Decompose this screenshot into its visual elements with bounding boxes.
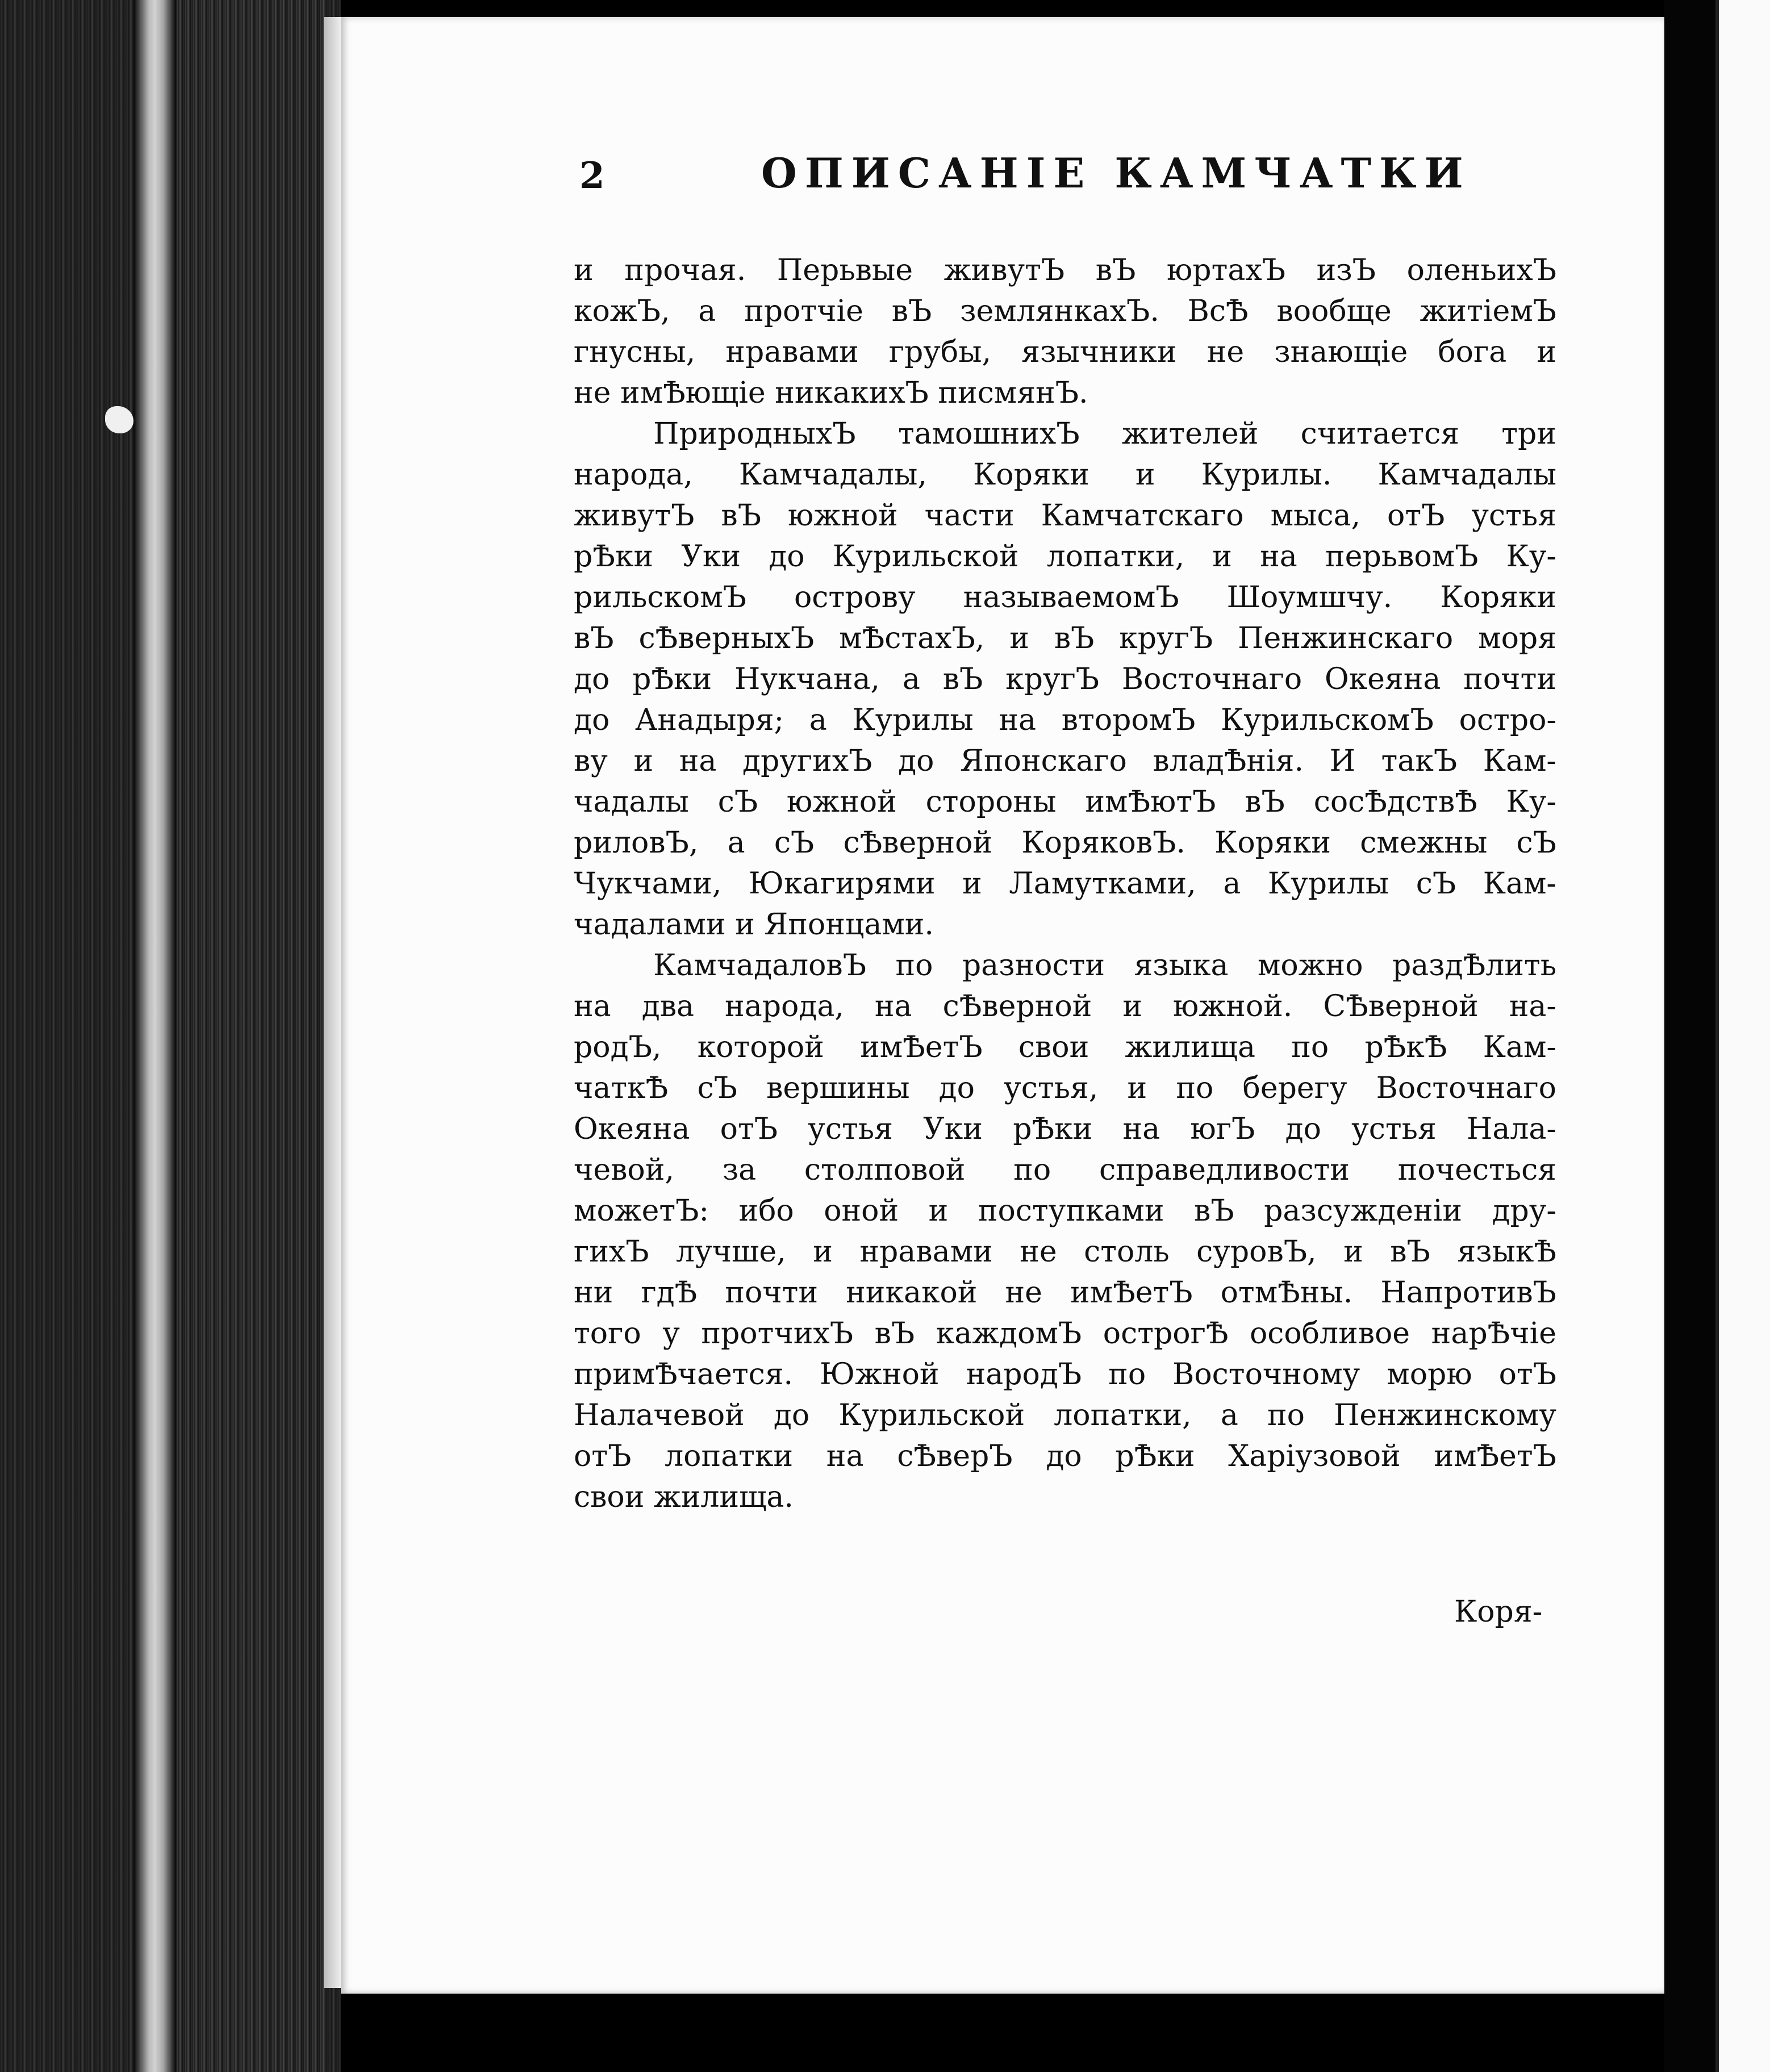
text-line: живутЪ вЪ южной части Камчатскаго мыса, отЪ устья (574, 499, 1556, 533)
text-line: вЪ сѢверныхЪ мѢстахЪ, и вЪ кругЪ Пенжинскаго моря (574, 621, 1556, 655)
gutter-shadow (1664, 0, 1715, 2072)
previous-page-edge (324, 17, 341, 1988)
text-line: Океяна отЪ устья Уки рѢки на югЪ до устья Нала- (574, 1112, 1556, 1146)
text-line: рильскомЪ острову называемомЪ Шоумшчу. Коряки (574, 580, 1556, 615)
catchword: Коря- (1454, 1595, 1543, 1629)
book-spine-edges (176, 0, 324, 2072)
text-line: чадалы сЪ южной стороны имѢютЪ вЪ сосѢдствѢ Ку- (574, 785, 1556, 819)
text-line: КамчадаловЪ по разности языка можно раздѢлить (653, 949, 1556, 983)
text-line: чадалами и Японцами. (574, 908, 934, 942)
text-line: Чукчами, Юкагирями и Ламутками, а Курилы сЪ Кам- (574, 867, 1556, 901)
text-line: не имѢющiе никакихЪ писмянЪ. (574, 376, 1088, 410)
text-line: народа, Камчадалы, Коряки и Курилы. Камчадалы (574, 458, 1556, 492)
page-header (579, 149, 1471, 217)
page-number: 2 (579, 154, 605, 197)
text-line: ни гдѢ почти никакой не имѢетЪ отмѢны. НапротивЪ (574, 1276, 1556, 1310)
text-line: и прочая. Перьвые живутЪ вЪ юртахЪ изЪ оленьихЪ (574, 253, 1556, 287)
body-text (574, 250, 1556, 1518)
page-edge-highlight (133, 0, 176, 2072)
text-line: гихЪ лучше, и нравами не столь суровЪ, и вЪ языкѢ (574, 1235, 1556, 1269)
text-line: на два народа, на сѢверной и южной. СѢверной на- (574, 989, 1556, 1024)
text-line: рѢки Уки до Курильской лопатки, и на перьвомЪ Ку- (574, 540, 1556, 574)
text-line: свои жилища. (574, 1480, 794, 1514)
next-page-edge (1715, 0, 1770, 2072)
text-line: примѢчается. Южной народЪ по Восточному морю отЪ (574, 1357, 1556, 1392)
text-line: ву и на другихЪ до Японскаго владѢнiя. И такЪ Кам- (574, 744, 1556, 778)
text-line: родЪ, которой имѢетЪ свои жилища по рѢкѢ Кам- (574, 1030, 1556, 1064)
running-title: ОПИСАНIЕ КАМЧАТКИ (761, 149, 1471, 197)
text-line: можетЪ: ибо оной и поступками вЪ разсужденiи дру- (574, 1194, 1556, 1228)
text-line: Налачевой до Курильской лопатки, а по Пенжинскому (574, 1398, 1556, 1432)
text-line: чаткѢ сЪ вершины до устья, и по берегу Восточнаго (574, 1071, 1556, 1105)
text-line: чевой, за столповой по справедливости почесться (574, 1153, 1556, 1187)
text-line: отЪ лопатки на сѢверЪ до рѢки Харiузовой имѢетЪ (574, 1439, 1556, 1473)
text-line: ПриродныхЪ тамошнихЪ жителей считается три (653, 417, 1556, 451)
text-line: до Анадыря; а Курилы на второмЪ КурильскомЪ остро- (574, 703, 1556, 737)
text-line: того у протчихЪ вЪ каждомЪ острогѢ особливое нарѢчiе (574, 1317, 1556, 1351)
text-line: риловЪ, а сЪ сѢверной КоряковЪ. Коряки смежны сЪ (574, 826, 1556, 860)
text-line: до рѢки Нукчана, а вЪ кругЪ Восточнаго Океяна почти (574, 662, 1556, 696)
text-line: гнусны, нравами грубы, язычники не знающiе бога и (574, 335, 1556, 369)
text-line: кожЪ, а протчiе вЪ землянкахЪ. ВсѢ вообще житiемЪ (574, 294, 1556, 328)
